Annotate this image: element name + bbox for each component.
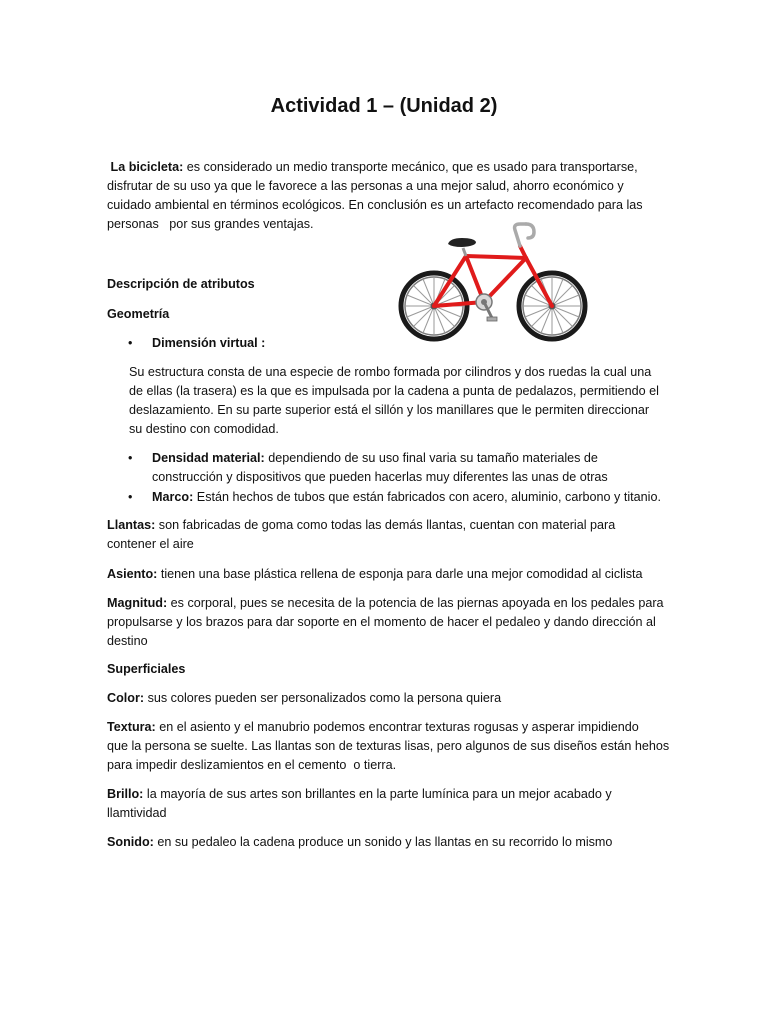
seat	[448, 238, 476, 256]
marco-item	[152, 488, 712, 507]
magnitud-text-1: es corporal, pues se necesita de la potencia de las piernas apoyada en los pedales para	[170, 596, 664, 610]
llantas-line-2: contener el aire	[107, 537, 194, 551]
densidad-item	[152, 449, 692, 487]
asiento-label: Asiento:	[107, 567, 158, 581]
brillo-label: Brillo:	[107, 787, 144, 801]
dimension-paragraph	[129, 363, 689, 439]
brillo-line-2: llamtividad	[107, 806, 167, 820]
color-paragraph	[107, 689, 667, 708]
intro-label: La bicicleta:	[110, 160, 184, 174]
dimension-line-4: su destino con comodidad.	[129, 422, 279, 436]
bullet-densidad: •	[128, 451, 133, 465]
intro-line-3: cuidado ambiental en términos ecológicos. En conclusión es un artefacto recomendado para las	[107, 198, 643, 212]
intro-line-4: personas por sus grandes ventajas.	[107, 217, 314, 231]
magnitud-label: Magnitud:	[107, 596, 168, 610]
textura-line-1	[107, 718, 677, 737]
sonido-label: Sonido:	[107, 835, 154, 849]
magnitud-line-1	[107, 594, 677, 613]
llantas-label: Llantas:	[107, 518, 156, 532]
brillo-line-1	[107, 785, 667, 804]
densidad-line-2: construcción y dispositivos que pueden hacerlas muy diferentes las unas de otras	[152, 470, 608, 484]
bullet-marco: •	[128, 490, 133, 504]
magnitud-line-3: destino	[107, 634, 148, 648]
brillo-text-1: la mayoría de sus artes son brillantes en la parte lumínica para un mejor acabado y	[143, 787, 612, 801]
intro-text-1: es considerado un medio transporte mecánico, que es usado para transportarse,	[186, 160, 638, 174]
dimension-label: Dimensión virtual :	[152, 336, 266, 350]
textura-paragraph	[107, 718, 677, 775]
textura-label: Textura:	[107, 720, 156, 734]
color-label: Color:	[107, 691, 145, 705]
intro-line-1	[107, 158, 667, 177]
color-text: sus colores pueden ser personalizados como la persona quiera	[147, 691, 502, 705]
textura-line-3: para impedir deslizamientos en el cemento o tierra.	[107, 758, 397, 772]
densidad-text-1: dependiendo de su uso final varia su tamaño materiales de	[268, 451, 598, 465]
dimension-line-2: de ellas (la trasera) es la que es impulsada por la cadena a punta de pedalazos, permitiendo el	[129, 384, 659, 398]
llantas-text-1: son fabricadas de goma como todas las demás llantas, cuentan con material para	[158, 518, 616, 532]
dimension-line-1: Su estructura consta de una especie de rombo formada por cilindros y dos ruedas la cual una	[129, 365, 652, 379]
magnitud-paragraph	[107, 594, 677, 651]
llantas-paragraph	[107, 516, 667, 554]
sonido-text: en su pedaleo la cadena produce un sonido y las llantas en su recorrido lo mismo	[157, 835, 613, 849]
brillo-paragraph	[107, 785, 667, 823]
densidad-label: Densidad material:	[152, 451, 265, 465]
textura-line-2: que la persona se suelte. Las llantas son de texturas lisas, pero algunos de sus diseños están hehos	[107, 739, 670, 753]
asiento-text: tienen una base plástica rellena de esponja para darle una mejor comodidad al ciclista	[160, 567, 643, 581]
magnitud-line-2: propulsarse y los brazos para dar soporte en el momento de hacer el pedaleo y dando dirección al	[107, 615, 656, 629]
densidad-line-1	[152, 449, 692, 468]
intro-line-2: disfrutar de su uso ya que le favorece a las personas a una mejor salud, ahorro económico y	[107, 179, 624, 193]
marco-text: Están hechos de tubos que están fabricados con acero, aluminio, carbono y titanio.	[196, 490, 661, 504]
marco-label: Marco:	[152, 490, 194, 504]
dimension-line-3: deslazamiento. En su parte superior está el sillón y los manillares que le permiten direccionar	[129, 403, 650, 417]
llantas-line-1	[107, 516, 667, 535]
geometria-heading: Geometría	[107, 307, 170, 321]
asiento-paragraph	[107, 565, 667, 584]
textura-text-1: en el asiento y el manubrio podemos encontrar texturas rogusas y asperar impidiendo	[159, 720, 639, 734]
superficiales-heading: Superficiales	[107, 662, 186, 676]
descripcion-heading: Descripción de atributos	[107, 277, 255, 291]
bullet-dimension: •	[128, 336, 133, 350]
handlebar	[515, 224, 534, 246]
page-title: Actividad 1 – (Unidad 2)	[270, 95, 498, 117]
sonido-paragraph	[107, 833, 667, 852]
